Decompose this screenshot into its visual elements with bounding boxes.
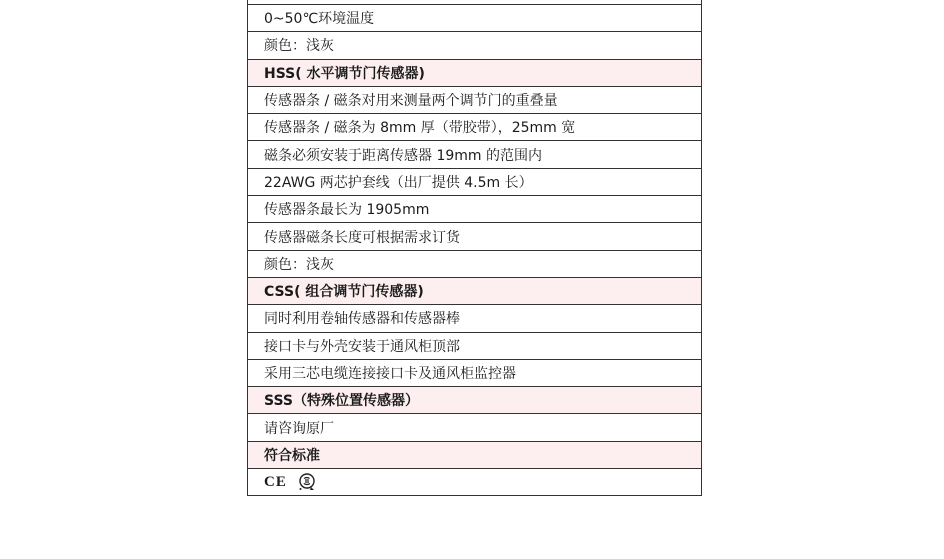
table-rows — [248, 5, 701, 469]
section-header: CSS( 组合调节门传感器) — [248, 278, 701, 305]
spec-item: 同时利用卷轴传感器和传感器棒 — [248, 305, 701, 332]
ce-mark-icon: CE — [264, 473, 287, 490]
spec-item: 0~50℃环境温度 — [248, 5, 701, 32]
spec-item: 传感器条最长为 1905mm — [248, 196, 701, 223]
spec-table — [247, 0, 702, 496]
spec-item: 传感器磁条长度可根据需求订货 — [248, 223, 701, 250]
spec-item: 颜色：浅灰 — [248, 32, 701, 59]
certification-row — [248, 469, 701, 496]
csa-certification-icon — [297, 472, 317, 492]
spec-item: 采用三芯电缆连接接口卡及通风柜监控器 — [248, 360, 701, 387]
spec-item: 传感器条 / 磁条为 8mm 厚（带胶带），25mm 宽 — [248, 114, 701, 141]
spec-item: 接口卡与外壳安装于通风柜顶部 — [248, 333, 701, 360]
spec-item: 颜色：浅灰 — [248, 251, 701, 278]
section-header: 符合标准 — [248, 442, 701, 469]
spec-item: 传感器条 / 磁条对用来测量两个调节门的重叠量 — [248, 87, 701, 114]
spec-item: 请咨询原厂 — [248, 414, 701, 441]
spec-item: 22AWG 两芯护套线（出厂提供 4.5m 长） — [248, 169, 701, 196]
section-header: SSS（特殊位置传感器） — [248, 387, 701, 414]
section-header: HSS( 水平调节门传感器) — [248, 60, 701, 87]
spec-item: 磁条必须安装于距离传感器 19mm 的范围内 — [248, 141, 701, 168]
